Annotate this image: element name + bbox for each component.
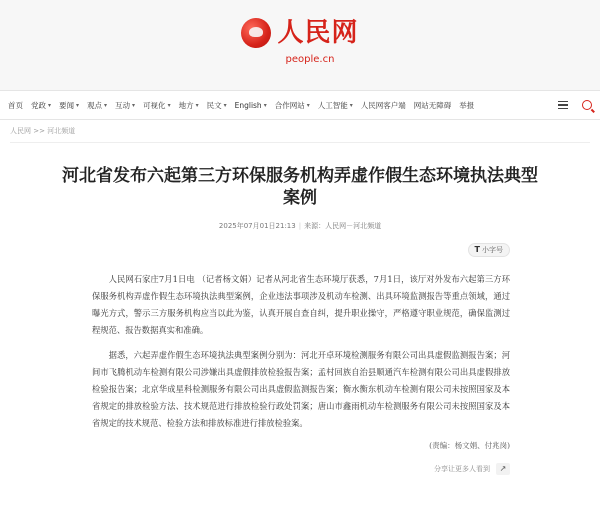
nav-item-local[interactable]: [179, 100, 199, 111]
nav-item-app[interactable]: [361, 100, 406, 111]
nav-item-interaction[interactable]: [115, 100, 135, 111]
font-size-icon: T: [474, 245, 480, 254]
chevron-down-icon: ▾: [223, 101, 227, 109]
nav-tools: [558, 100, 592, 110]
nav-item-party[interactable]: [31, 100, 51, 111]
main-nav: [0, 90, 600, 120]
nav-item-label: 观点: [87, 100, 103, 110]
nav-item-label: 党政: [31, 100, 46, 110]
nav-item-label: 人工智能: [317, 100, 348, 110]
chevron-down-icon: ▾: [76, 101, 80, 109]
nav-item-label: 举报: [459, 100, 475, 110]
nav-item-report[interactable]: [459, 100, 474, 111]
nav-item-ai[interactable]: [318, 100, 353, 111]
nav-item-english[interactable]: [235, 101, 267, 110]
nav-item-label: 民文: [206, 100, 222, 110]
chevron-down-icon: ▾: [349, 101, 353, 109]
nav-item-label: 要闻: [59, 100, 75, 110]
article-datetime: 2025年07月01日21:13: [218, 222, 296, 230]
site-header: [0, 0, 600, 90]
nav-item-accessibility[interactable]: [414, 100, 452, 111]
nav-item-partners[interactable]: [275, 100, 310, 111]
article-meta: 2025年07月01日21:13 | 来源：人民网－河北频道: [218, 222, 382, 230]
nav-item-minority[interactable]: [207, 100, 227, 111]
chevron-down-icon: ▾: [132, 101, 136, 109]
nav-item-opinion[interactable]: [87, 100, 107, 111]
nav-item-label: 首页: [8, 100, 23, 110]
nav-item-label: 互动: [115, 100, 131, 110]
share-label: 分享让更多人看到: [434, 464, 490, 473]
nav-item-visual[interactable]: [143, 100, 171, 111]
site-logo[interactable]: [0, 18, 600, 65]
article-source-label: 来源：: [304, 222, 326, 230]
chevron-down-icon: ▾: [167, 101, 171, 109]
nav-item-label: 人民网客户端: [360, 100, 406, 110]
font-size-label: 小字号: [482, 245, 503, 254]
article-paragraph: 据悉，六起弄虚作假生态环境执法典型案例分别为：河北开卓环境检测服务有限公司出具虚假监测报告案；河间市飞腾机动车检测有限公司涉嫌出具虚假排放检验报告案；孟村回族自治县顺通汽车检测有限公司出具虚假排放检验报告案；北京华成星科检测服务有限公司出具虚假监测报告案；衡水衡东机动车检测有限公司未按照国家及本省规定的排放检验方法、技术规范进行排放检验行政处罚案；唐山市鑫雨机动车检测服务有限公司未按照国家及本省规定的技术规范、检验方法和排放标准进行排放检验案。: [92, 349, 510, 428]
article-body: [0, 271, 600, 432]
font-size-row: [0, 237, 600, 257]
breadcrumb[interactable]: 人民网 >> 河北频道: [10, 127, 76, 135]
nav-item-label: 合作网站: [274, 100, 305, 110]
logo-domain: people.cn: [285, 54, 335, 65]
nav-item-label: 可视化: [143, 100, 166, 110]
article-paragraph: 人民网石家庄7月1日电 （记者杨文娟）记者从河北省生态环境厅获悉，7月1日，该厅对外发布六起第三方环保服务机构弄虚作假生态环境执法典型案例，企业违法事项涉及机动车检测、出具环境监测报告等重点领域，通过曝光方式，警示三方服务机构应当以此为鉴，认真开展自查自纠，提升职业操守，严格遵守职业规范，确保监测过程规范、报告数据真实和准确。: [92, 273, 510, 335]
font-size-button[interactable]: [468, 243, 510, 257]
chevron-down-icon: ▾: [104, 101, 108, 109]
share-row: [0, 463, 600, 475]
nav-item-label: 地方: [178, 100, 194, 110]
chevron-down-icon: ▾: [306, 101, 310, 109]
nav-item-home[interactable]: [8, 100, 23, 111]
nav-item-label: 网站无障碍: [413, 100, 452, 110]
chevron-down-icon: ▾: [48, 101, 52, 109]
nav-item-label: English: [234, 100, 262, 110]
divider: [10, 142, 590, 143]
article-title: 河北省发布六起第三方环保服务机构弄虚作假生态环境执法典型案例: [62, 166, 538, 208]
chevron-down-icon: ▾: [195, 101, 199, 109]
logo-text: 人民网: [277, 18, 359, 48]
article-source[interactable]: 人民网－河北频道: [325, 222, 382, 230]
share-icon[interactable]: ↗: [496, 463, 510, 475]
menu-icon[interactable]: [558, 101, 568, 109]
chevron-down-icon: ▾: [263, 101, 267, 109]
search-icon[interactable]: [582, 100, 592, 110]
article-editor: (责编：杨文娟、付兆岗): [429, 440, 510, 450]
nav-item-news[interactable]: [59, 100, 79, 111]
logo-emblem-icon: [241, 18, 271, 48]
